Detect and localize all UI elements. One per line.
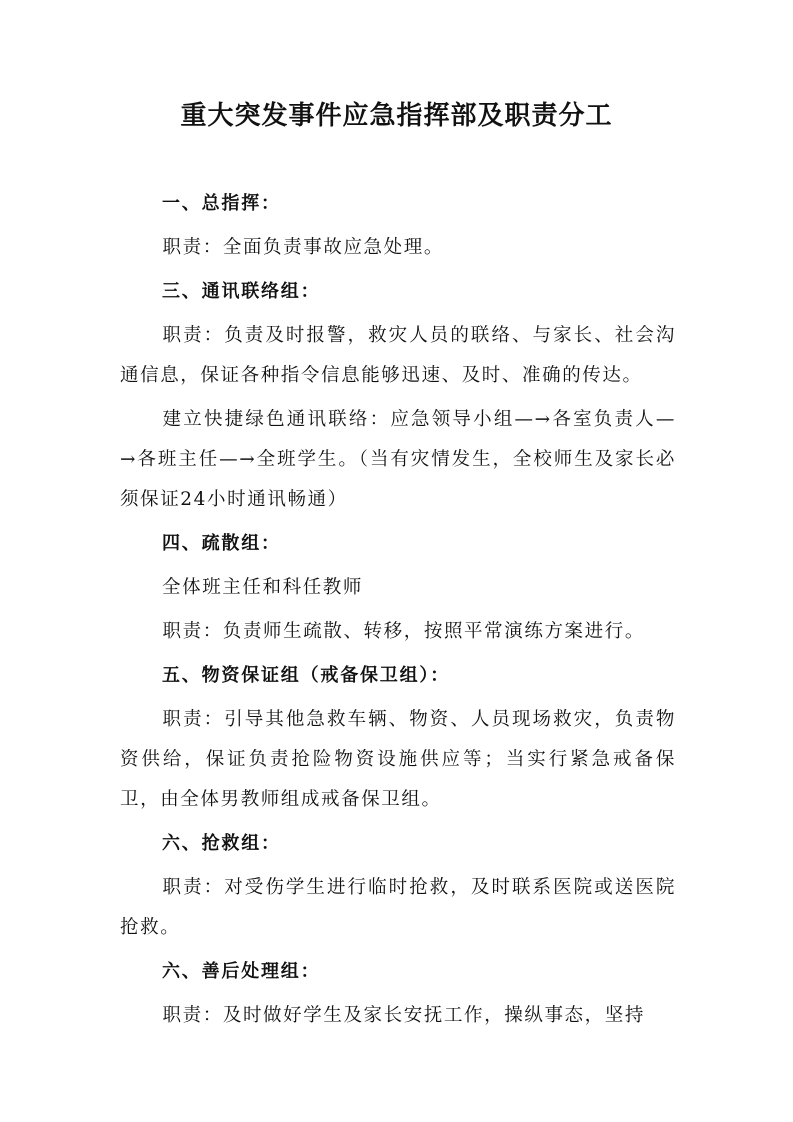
section-heading-supplies: 五、物资保证组（戒备保卫组）： (162, 665, 450, 686)
section-heading-evacuation: 四、疏散组： (162, 533, 281, 554)
document-body (120, 184, 676, 1036)
section-duty-aftermath: 职责：及时做好学生及家长安抚工作，操纵事态，坚持 (162, 1005, 645, 1026)
section-heading-communication: 三、通讯联络组： (162, 281, 321, 302)
section-duty-evacuation: 职责：负责师生疏散、转移，按照平常演练方案进行。 (162, 621, 645, 642)
section-duty-supplies: 职责：引导其他急救车辆、物资、人员现场救灾，负责物资供给，保证负责抢险物资设施供应等；当实行紧急戒备保卫，由全体男教师组成戒备保卫组。 (120, 709, 676, 810)
section-duty-communication: 职责：负责及时报警，救灾人员的联络、与家长、社会沟通信息，保证各种指令信息能够迅速、及时、准确的传达。 (120, 325, 676, 386)
section-members-evacuation: 全体班主任和科任教师 (162, 577, 364, 598)
section-duty-rescue: 职责：对受伤学生进行临时抢救，及时联系医院或送医院抢救。 (120, 877, 676, 938)
section-communication-chain: 建立快捷绿色通讯联络：应急领导小组—→各室负责人—→各班主任—→全班学生。（当有灾情发生，全校师生及家长必须保证24小时通讯畅通） (120, 409, 676, 510)
section-heading-rescue: 六、抢救组： (162, 833, 281, 854)
section-heading-commander: 一、总指挥： (162, 193, 281, 214)
page-title: 重大突发事件应急指挥部及职责分工 (180, 101, 613, 131)
section-duty-commander: 职责：全面负责事故应急处理。 (162, 237, 444, 258)
section-heading-aftermath: 六、善后处理组： (162, 961, 321, 982)
